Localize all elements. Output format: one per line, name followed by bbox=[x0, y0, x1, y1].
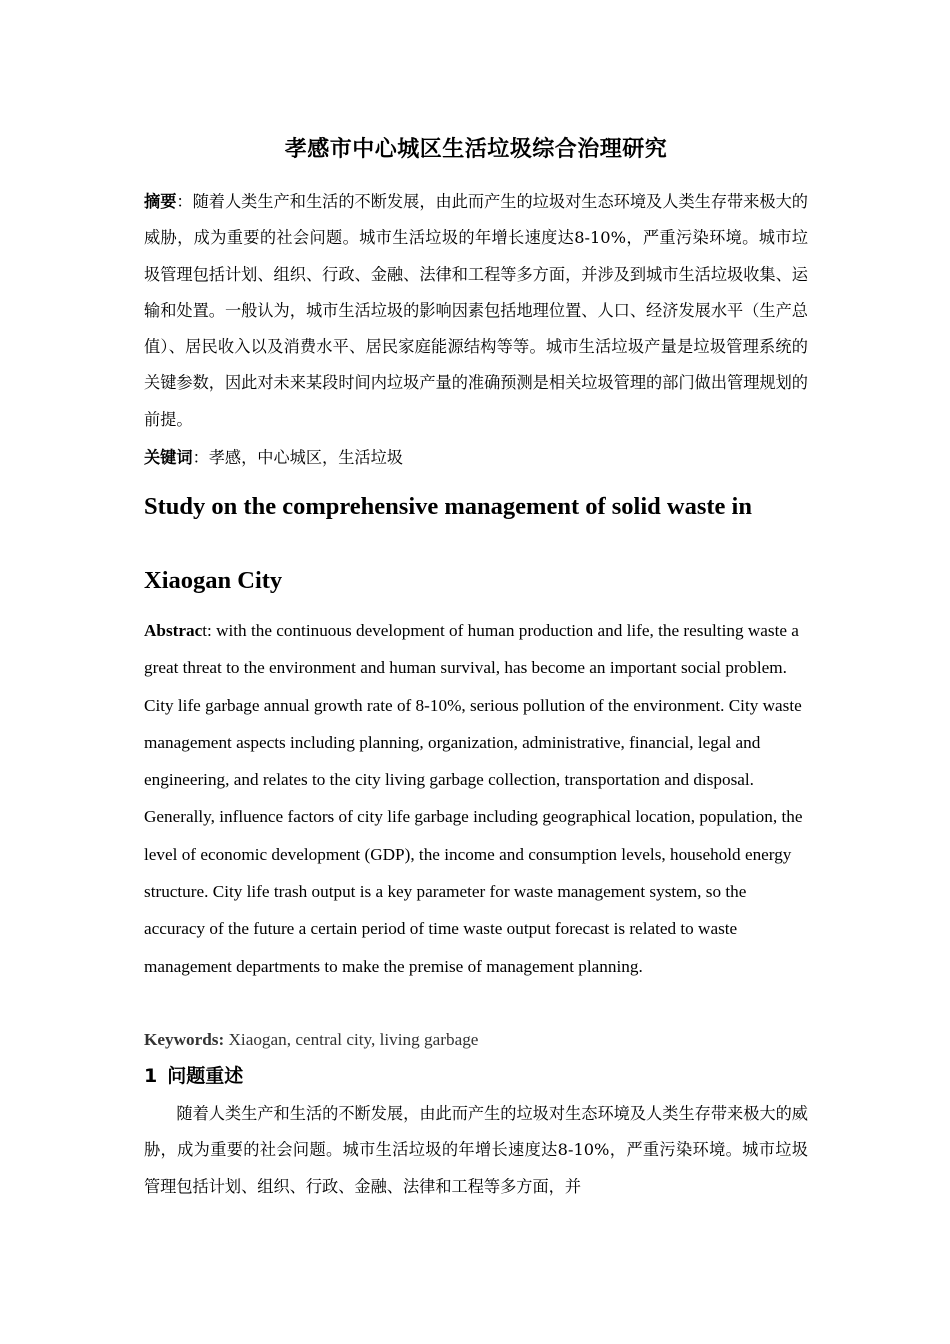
section-1-number: 1 bbox=[144, 1065, 158, 1087]
section-1-heading bbox=[144, 1060, 808, 1092]
section-1-title: 问题重述 bbox=[167, 1065, 244, 1087]
english-keywords bbox=[144, 1024, 808, 1056]
chinese-keywords-label: 关键词 bbox=[144, 448, 193, 467]
section-1-body: 随着人类生产和生活的不断发展，由此而产生的垃圾对生态环境及人类生存带来极大的威胁，成为重要的社会问题。城市生活垃圾的年增长速度达8-10%，严重污染环境。城市垃圾管理包括计划、组织、行政、金融、法律和工程等多方面，并 bbox=[144, 1104, 808, 1196]
english-keywords-text: Xiaogan, central city, living garbage bbox=[224, 1030, 479, 1049]
chinese-abstract-label: 摘要 bbox=[144, 192, 177, 211]
english-keywords-label: Keywords: bbox=[144, 1030, 225, 1049]
chinese-title: 孝感市中心城区生活垃圾综合治理研究 bbox=[284, 137, 668, 162]
english-abstract-label: Abstrac bbox=[144, 621, 203, 640]
chinese-abstract bbox=[144, 184, 808, 438]
english-abstract-text: t: with the continuous development of human production and life, the resulting waste a great threat to the environment and human survival, has become an important social problem. City life garbage annual growth rate of 8-10%, serious pollution of the environment. City waste management aspects including planning, organization, administrative, financial, legal and engineering, and relates to the city living garbage collection, transportation and disposal. Generally, influence factors of city life garbage including geographical location, population, the level of economic development (GDP), the income and consumption levels, household energy structure. City life trash output is a key parameter for waste management system, so the accuracy of the future a certain period of time waste output forecast is related to waste management departments to make the premise of management planning. bbox=[144, 621, 803, 976]
english-abstract bbox=[144, 612, 808, 985]
english-title: Study on the comprehensive management of solid waste in Xiaogan City bbox=[144, 493, 752, 594]
chinese-abstract-text: ：随着人类生产和生活的不断发展，由此而产生的垃圾对生态环境及人类生存带来极大的威胁，成为重要的社会问题。城市生活垃圾的年增长速度达8-10%，严重污染环境。城市垃圾管理包括计划、组织、行政、金融、法律和工程等多方面，并涉及到城市生活垃圾收集、运输和处置。一般认为，城市生活垃圾的影响因素包括地理位置、人口、经济发展水平（生产总值）、居民收入以及消费水平、居民家庭能源结构等等。城市生活垃圾产量是垃圾管理系统的关键参数，因此对未来某段时间内垃圾产量的准确预测是相关垃圾管理的部门做出管理规划的前提。 bbox=[144, 192, 808, 429]
chinese-keywords-text: ：孝感，中心城区，生活垃圾 bbox=[192, 448, 403, 467]
